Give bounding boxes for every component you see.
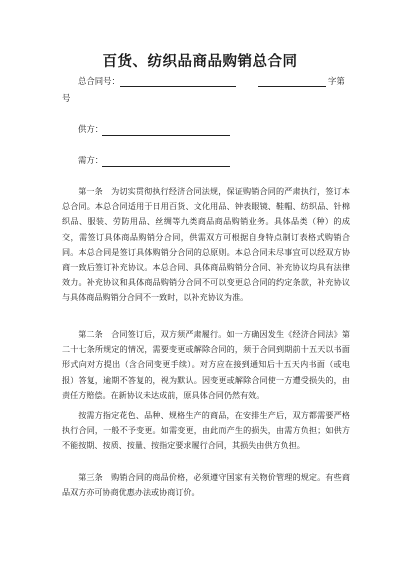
contract-number-label: 总合同号： — [78, 76, 120, 86]
article-2-paragraph: 第二条 合同签订后，双方须严肃履行。如一方确因发生《经济合同法》第二十七条所规定的情况，需要变更或解除合同的，须于合同到期前十五天以书面形式向对方提出（含合同变更手续）。对方应在接到通知后十五天内书面（或电报）答复，逾期不答复的，视为默认。因变更或解除合同使一方遭受损失的，由责任方赔偿。在新协议未达成前，原具体合同仍然有效。 — [62, 329, 350, 400]
article-3-paragraph: 第三条 购销合同的商品价格，必须遵守国家有关物价管理的规定。有些商品双方亦可协商优惠办法或协商订价。 — [62, 472, 350, 498]
buyer-blank — [102, 157, 230, 167]
supplier-blank — [102, 126, 230, 136]
article-2-supplement-paragraph: 按需方指定花色、品种、规格生产的商品，在安排生产后，双方都需要严格执行合同，一般不予变更。如需变更，由此而产生的损失，由需方负担；如供方不能按期、按质、按量、按指定要求履行合同，其损失由供方负担。 — [62, 410, 350, 451]
document-title: 百货、纺织品商品购销总合同 — [102, 54, 298, 70]
contract-number-suffix-2: 号 — [62, 93, 71, 103]
contract-number-blank-2 — [258, 77, 326, 87]
contract-number-line — [78, 76, 120, 87]
supplier-label: 供方： — [78, 124, 104, 134]
contract-number-suffix: 字第 — [328, 76, 345, 86]
article-1-paragraph: 第一条 为切实贯彻执行经济合同法规，保证购销合同的严肃执行，签订本总合同。本总合同适用于日用百货、文化用品、钟表眼镜、鞋帽、纺织品、针棉织品、服装、劳防用品、丝绸等九类商品商品购销业务。具体品类（种）的成交，需签订具体商品购销分合同，供需双方可根据自身特点制订表格式购销合同。本总合同是签订具体购销分合同的总原则。本总合同未尽事宜可以经双方协商一致后签订补充协议。本总合同、具体商品购销分合同、补充协议均具有法律效力。补充协议和具体商品购销分合同不可以变更总合同的约定条款，补充协议与具体商品购销分合同不一致时，以补充协议为准。 — [62, 186, 350, 303]
buyer-label: 需方： — [78, 155, 104, 165]
contract-number-blank-1 — [120, 77, 236, 87]
